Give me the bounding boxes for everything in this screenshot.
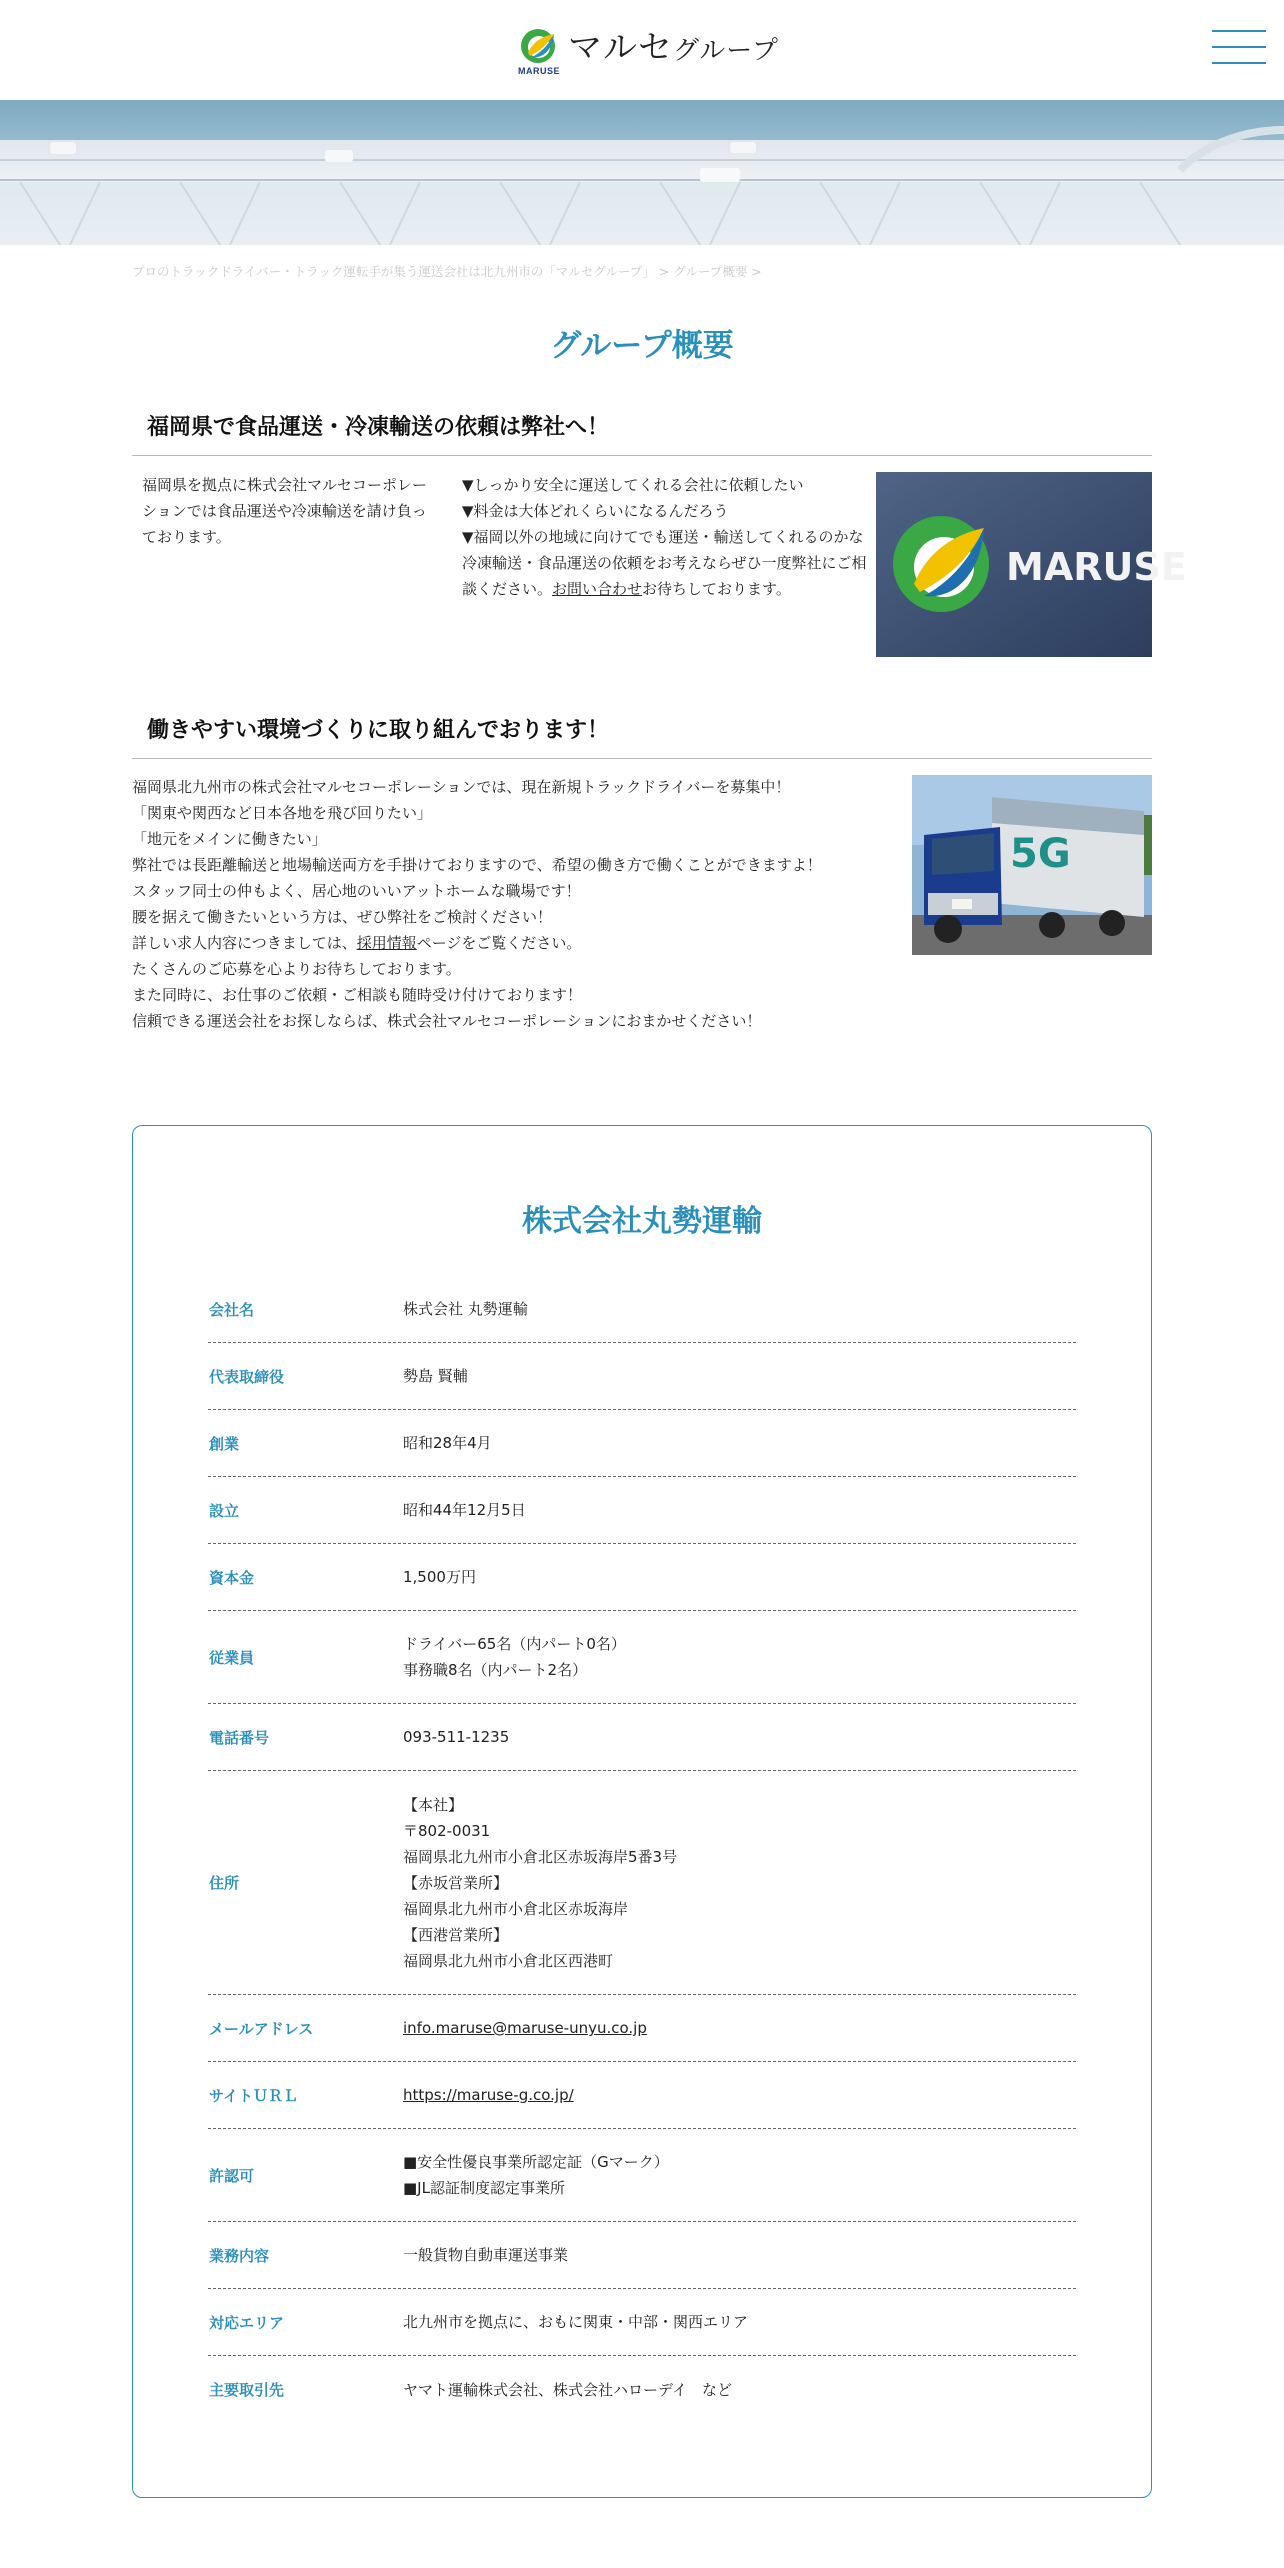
- row-value: [403, 2309, 1076, 2335]
- value-line: 昭和44年12月5日: [403, 1501, 526, 1519]
- text-line: 信頼できる運送会社をお探しならば、株式会社マルセコーポレーションにおまかせください！: [132, 1012, 762, 1030]
- text-line: ▼料金は大体どれくらいになるんだろう: [462, 502, 729, 520]
- text-line: また同時に、お仕事のご依頼・ご相談も随時受け付けております！: [132, 986, 583, 1004]
- truck-photo: [912, 775, 1152, 955]
- company-row-name: [208, 1276, 1076, 1343]
- company-row-area: [208, 2289, 1076, 2356]
- logo-text-main: マルセ: [568, 28, 673, 68]
- row-value: [403, 2015, 1076, 2041]
- row-value: [403, 2242, 1076, 2268]
- logo-text-small: グループ: [673, 36, 779, 66]
- company-row-representative: [208, 1343, 1076, 1410]
- value-line: 昭和28年4月: [403, 1434, 492, 1452]
- text-line: ▼福岡以外の地域に向けてでも運送・輸送してくれるのかな: [462, 528, 864, 546]
- company-row-clients: [208, 2356, 1076, 2423]
- section2-recruit-text: [132, 774, 892, 1034]
- value-line: ドライバー65名（内パート0名）: [403, 1635, 626, 1653]
- row-value: [403, 1296, 1076, 1322]
- menu-line-icon: [1212, 30, 1266, 32]
- row-label: メールアドレス: [209, 2019, 314, 2038]
- breadcrumb-home-link[interactable]: プロのトラックドライバー・トラック運転手が集う運送会社は北九州市の「マルセグループ」: [132, 264, 655, 279]
- company-row-capital: [208, 1544, 1076, 1611]
- text-line: 福岡県を拠点に株式会社マルセコーポレー: [142, 476, 428, 494]
- company-row-address: [208, 1771, 1076, 1995]
- value-line: 株式会社 丸勢運輸: [403, 1300, 528, 1318]
- sign-text: MARUSE: [1006, 545, 1187, 589]
- row-label: 創業: [209, 1434, 240, 1453]
- row-label: 会社名: [209, 1300, 255, 1319]
- hero-banner: [0, 100, 1284, 245]
- page-title: グループ概要: [550, 328, 734, 364]
- row-label: 電話番号: [209, 1728, 270, 1747]
- value-line: 〒802-0031: [403, 1821, 491, 1840]
- row-value: [403, 1497, 1076, 1523]
- row-label: 業務内容: [209, 2246, 270, 2265]
- text-line: 福岡県北九州市の株式会社マルセコーポレーションでは、現在新規トラックドライバーを募集中！: [132, 778, 791, 796]
- company-row-employees: [208, 1611, 1076, 1704]
- text-span: 詳しい求人内容につきましては、: [132, 934, 357, 952]
- company-sign-photo: [876, 472, 1187, 657]
- text-line: スタッフ同士の仲もよく、居心地のいいアットホームな職場です！: [132, 882, 581, 900]
- row-value: [403, 1631, 1076, 1683]
- text-span: お待ちしております。: [642, 580, 791, 598]
- value-line: 事務職8名（内パート2名）: [403, 1661, 588, 1679]
- text-span: 談ください。: [462, 580, 553, 598]
- row-label: 代表取締役: [209, 1367, 285, 1386]
- site-logo[interactable]: [518, 26, 779, 76]
- svg-text:5G: 5G: [1010, 831, 1071, 877]
- row-value: [403, 1363, 1076, 1389]
- value-line: 【西港営業所】: [403, 1925, 509, 1944]
- row-label: 主要取引先: [209, 2381, 285, 2399]
- site-url-link[interactable]: https://maruse-g.co.jp/: [403, 2086, 574, 2104]
- menu-line-icon: [1212, 62, 1266, 64]
- row-label: 住所: [209, 1874, 240, 1892]
- row-value: [403, 1724, 1076, 1750]
- value-line: ■JL認証制度認定事業所: [403, 2179, 565, 2197]
- maruse-logo-icon: [518, 26, 561, 76]
- text-line: ションでは食品運送や冷凍輸送を請け負っ: [142, 502, 427, 520]
- row-value: [403, 2377, 1076, 2403]
- value-line: ヤマト運輸株式会社、株式会社ハローデイ など: [403, 2380, 732, 2399]
- value-line: 【本社】: [403, 1795, 464, 1814]
- value-line: 福岡県北九州市小倉北区西港町: [403, 1951, 614, 1970]
- company-row-licenses: [208, 2129, 1076, 2222]
- row-value: [403, 2149, 1076, 2201]
- breadcrumb: [132, 262, 762, 280]
- text-line: 「地元をメインに働きたい」: [132, 830, 327, 848]
- text-line: [132, 930, 892, 956]
- section-heading-work-environment: 働きやすい環境づくりに取り組んでおります！: [132, 713, 1152, 759]
- row-label: 設立: [209, 1501, 240, 1520]
- breadcrumb-separator: >: [654, 264, 674, 279]
- logo-subtext: MARUSE: [518, 66, 561, 76]
- row-value: [403, 1564, 1076, 1590]
- company-info-table: [208, 1276, 1076, 2423]
- row-label: 資本金: [209, 1568, 255, 1587]
- company-title: 株式会社丸勢運輸: [522, 1204, 762, 1239]
- text-span: ページをご覧ください。: [416, 934, 582, 952]
- contact-link[interactable]: お問い合わせ: [552, 580, 643, 598]
- value-line: ■安全性優良事業所認定証（Gマーク）: [403, 2153, 669, 2171]
- company-row-established: [208, 1477, 1076, 1544]
- section-heading-food-transport: 福岡県で食品運送・冷凍輸送の依頼は弊社へ！: [132, 410, 1152, 456]
- logo-wordmark: [568, 26, 779, 73]
- recruit-info-link[interactable]: 採用情報: [356, 934, 417, 952]
- menu-line-icon: [1212, 46, 1266, 48]
- section1-intro-text: [142, 472, 442, 550]
- row-value: [403, 1792, 1076, 1974]
- value-line: 一般貨物自動車運送事業: [403, 2246, 569, 2264]
- company-row-business: [208, 2222, 1076, 2289]
- value-line: 勢島 賢輔: [403, 1367, 468, 1385]
- section1-concerns-text: [462, 472, 872, 602]
- value-line: 1,500万円: [403, 1568, 476, 1586]
- text-line: 腰を据えて働きたいという方は、ぜひ弊社をご検討ください！: [132, 908, 553, 926]
- text-line: 冷凍輸送・食品運送の依頼をお考えならぜひ一度弊社にご相: [462, 554, 867, 572]
- value-line: 福岡県北九州市小倉北区赤坂海岸5番3号: [403, 1847, 678, 1866]
- value-line: 【赤坂営業所】: [403, 1873, 509, 1892]
- text-line: 弊社では長距離輸送と地場輸送両方を手掛けておりますので、希望の働き方で働くことができますよ！: [132, 856, 822, 874]
- row-label: 対応エリア: [209, 2313, 285, 2332]
- value-line: 093-511-1235: [403, 1728, 510, 1746]
- text-line: たくさんのご応募を心よりお待ちしております。: [132, 960, 461, 978]
- value-line: 福岡県北九州市小倉北区赤坂海岸: [403, 1899, 629, 1918]
- company-row-phone: [208, 1704, 1076, 1771]
- row-label: サイトＵＲＬ: [209, 2086, 298, 2105]
- company-row-email: [208, 1995, 1076, 2062]
- company-row-founded: [208, 1410, 1076, 1477]
- company-info-box: [132, 1125, 1152, 2498]
- breadcrumb-current-link[interactable]: グループ概要: [673, 264, 748, 279]
- text-line: 「関東や関西など日本各地を飛び回りたい」: [132, 804, 433, 822]
- breadcrumb-separator: >: [747, 264, 762, 279]
- site-header: [0, 0, 1284, 100]
- text-line: ております。: [142, 528, 231, 546]
- row-label: 許認可: [209, 2166, 255, 2185]
- text-line: [462, 576, 872, 602]
- row-value: [403, 2082, 1076, 2108]
- company-row-site-url: [208, 2062, 1076, 2129]
- text-line: ▼しっかり安全に運送してくれる会社に依頼したい: [462, 476, 804, 494]
- hamburger-menu-button[interactable]: [1212, 28, 1266, 68]
- row-value: [403, 1430, 1076, 1456]
- email-link[interactable]: info.maruse@maruse-unyu.co.jp: [403, 2019, 647, 2037]
- value-line: 北九州市を拠点に、おもに関東・中部・関西エリア: [403, 2313, 749, 2331]
- row-label: 従業員: [209, 1648, 255, 1667]
